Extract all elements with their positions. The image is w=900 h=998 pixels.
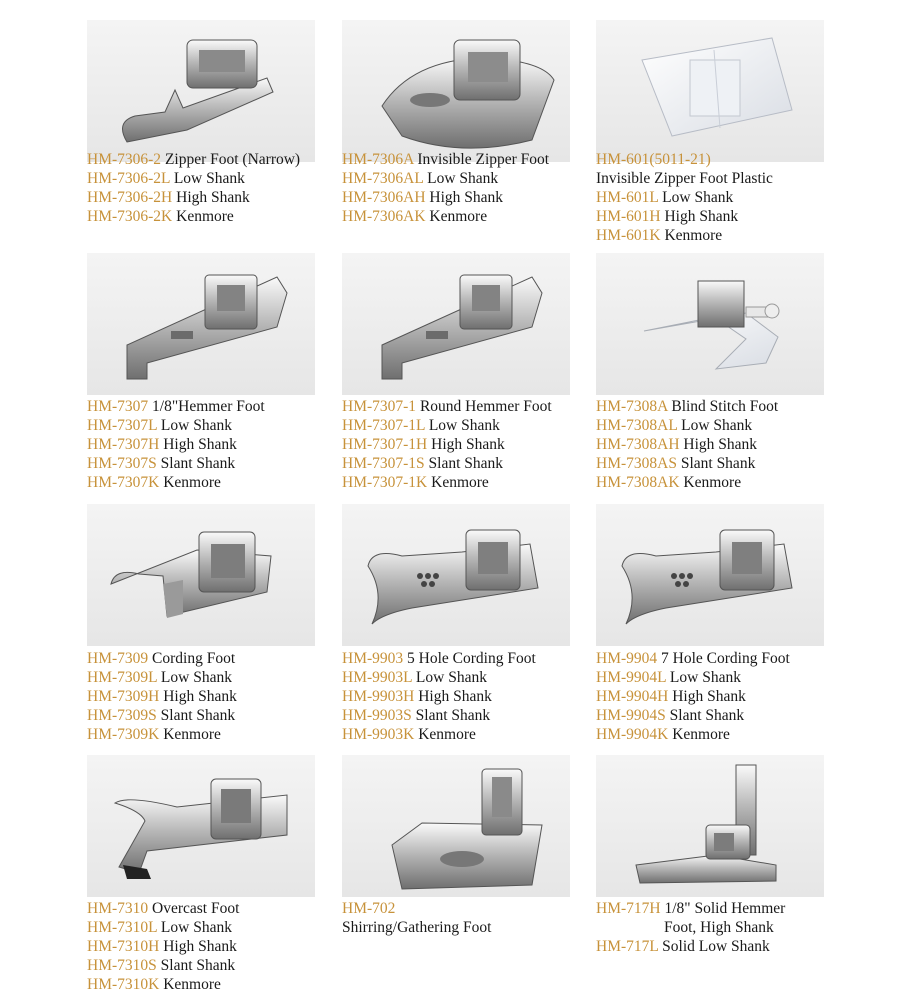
- product-photo-seven-hole-cording-foot: [596, 504, 824, 646]
- model-code: HM-7307H: [87, 436, 160, 453]
- caption-line: [596, 188, 846, 207]
- caption-line: [342, 150, 592, 169]
- product-captions-invisible-zipper-foot-plastic: [596, 150, 846, 245]
- model-description: High Shank: [664, 208, 739, 225]
- model-description: Low Shank: [160, 669, 232, 686]
- model-code: HM-7309H: [87, 688, 160, 705]
- product-captions-seven-hole-cording-foot: [596, 649, 846, 744]
- model-code: HM-601K: [596, 227, 661, 244]
- model-description: Low Shank: [662, 189, 734, 206]
- model-code: HM-7308A: [596, 398, 668, 415]
- model-description: Slant Shank: [160, 957, 236, 974]
- caption-line: [342, 649, 592, 668]
- product-captions-solid-hemmer-foot: [596, 899, 846, 956]
- caption-line: [342, 918, 592, 937]
- product-photo-invisible-zipper-foot: [342, 20, 570, 162]
- caption-line: [87, 649, 337, 668]
- model-description: Slant Shank: [160, 707, 236, 724]
- model-description: High Shank: [163, 688, 237, 705]
- product-photo-round-hemmer-foot: [342, 253, 570, 395]
- model-code: HM-7306A: [342, 151, 414, 168]
- model-description: Blind Stitch Foot: [671, 398, 779, 415]
- model-description: Solid Low Shank: [662, 938, 770, 955]
- model-description: 7 Hole Cording Foot: [661, 650, 790, 667]
- model-code: HM-601L: [596, 189, 659, 206]
- product-photo-shirring-gathering-foot: [342, 755, 570, 897]
- model-code: HM-9904S: [596, 707, 666, 724]
- caption-line: [596, 150, 846, 169]
- model-code: HM-601(5011-21): [596, 151, 711, 168]
- model-code: HM-7306-2H: [87, 189, 173, 206]
- model-code: HM-7307-1S: [342, 455, 425, 472]
- caption-line: [596, 397, 846, 416]
- model-description: Low Shank: [160, 919, 232, 936]
- caption-line: [87, 956, 337, 975]
- caption-line: [87, 207, 337, 226]
- model-description: Low Shank: [427, 170, 499, 187]
- model-code: HM-717L: [596, 938, 659, 955]
- model-code: HM-7309: [87, 650, 149, 667]
- caption-line: [87, 706, 337, 725]
- model-description: Shirring/Gathering Foot: [342, 919, 492, 936]
- product-photo-solid-hemmer-foot: [596, 755, 824, 897]
- model-code: HM-9904K: [596, 726, 669, 743]
- model-description: High Shank: [429, 189, 504, 206]
- caption-line: [87, 454, 337, 473]
- product-photo-overcast-foot: [87, 755, 315, 897]
- caption-line: [596, 918, 846, 937]
- model-description: Slant Shank: [160, 455, 236, 472]
- caption-line: [87, 899, 337, 918]
- caption-line: [87, 473, 337, 492]
- caption-line: [87, 188, 337, 207]
- caption-line: [87, 397, 337, 416]
- caption-line: [596, 668, 846, 687]
- caption-line: [596, 226, 846, 245]
- model-description: High Shank: [176, 189, 250, 206]
- model-description: Slant Shank: [680, 455, 756, 472]
- model-description: Kenmore: [664, 227, 723, 244]
- model-code: HM-7307-1K: [342, 474, 428, 491]
- model-code: HM-717H: [596, 900, 661, 917]
- product-captions-shirring-gathering-foot: [342, 899, 592, 937]
- caption-line: [87, 668, 337, 687]
- caption-line: [342, 473, 592, 492]
- model-code: HM-9904: [596, 650, 658, 667]
- model-code: HM-7306AK: [342, 208, 426, 225]
- caption-line: [342, 899, 592, 918]
- caption-line: [87, 918, 337, 937]
- caption-line: [342, 416, 592, 435]
- model-code: HM-7309K: [87, 726, 160, 743]
- caption-line: [87, 725, 337, 744]
- model-description: Kenmore: [176, 208, 234, 225]
- caption-line: [342, 454, 592, 473]
- product-captions-five-hole-cording-foot: [342, 649, 592, 744]
- model-code: HM-9903: [342, 650, 404, 667]
- model-description: Low Shank: [160, 417, 232, 434]
- caption-line: [87, 687, 337, 706]
- product-photo-five-hole-cording-foot: [342, 504, 570, 646]
- model-description: Slant Shank: [669, 707, 745, 724]
- model-code: HM-7308AK: [596, 474, 680, 491]
- model-code: HM-9903K: [342, 726, 415, 743]
- caption-line: [596, 687, 846, 706]
- model-description: 1/8" Solid Hemmer: [664, 900, 786, 917]
- model-description: 1/8"Hemmer Foot: [152, 398, 265, 415]
- model-code: HM-9904H: [596, 688, 669, 705]
- model-description: Low Shank: [669, 669, 741, 686]
- model-description: High Shank: [163, 938, 237, 955]
- model-description: Kenmore: [163, 976, 221, 993]
- caption-line: [87, 169, 337, 188]
- product-captions-invisible-zipper-foot: [342, 150, 592, 226]
- caption-line: [342, 207, 592, 226]
- model-code: HM-7308AH: [596, 436, 680, 453]
- caption-line: [342, 687, 592, 706]
- caption-line: [596, 725, 846, 744]
- model-code: HM-7306-2: [87, 151, 162, 168]
- model-description: High Shank: [672, 688, 746, 705]
- model-code: HM-9903H: [342, 688, 415, 705]
- model-description: Low Shank: [415, 669, 487, 686]
- product-photo-invisible-zipper-foot-plastic: [596, 20, 824, 162]
- model-description: Invisible Zipper Foot Plastic: [596, 170, 773, 187]
- caption-line: [596, 454, 846, 473]
- model-description: Kenmore: [163, 726, 221, 743]
- model-description: High Shank: [431, 436, 505, 453]
- model-code: HM-7308AL: [596, 417, 678, 434]
- product-photo-cording-foot: [87, 504, 315, 646]
- model-description: Kenmore: [683, 474, 742, 491]
- model-code: HM-7306-2L: [87, 170, 170, 187]
- caption-line: [596, 473, 846, 492]
- model-code: HM-7310L: [87, 919, 158, 936]
- model-description: Low Shank: [173, 170, 245, 187]
- caption-line: [342, 188, 592, 207]
- product-photo-hemmer-foot-1-8: [87, 253, 315, 395]
- caption-line: [596, 899, 846, 918]
- model-code: HM-601H: [596, 208, 661, 225]
- model-description: High Shank: [683, 436, 758, 453]
- model-description: Kenmore: [431, 474, 489, 491]
- model-code: HM-7310S: [87, 957, 157, 974]
- caption-line: [596, 169, 846, 188]
- model-code: HM-7306AL: [342, 170, 424, 187]
- model-code: HM-9903S: [342, 707, 412, 724]
- model-code: HM-7310K: [87, 976, 160, 993]
- model-code: HM-7306-2K: [87, 208, 173, 225]
- product-captions-zipper-foot-narrow: [87, 150, 337, 226]
- model-description: Slant Shank: [428, 455, 504, 472]
- model-description: Kenmore: [163, 474, 221, 491]
- model-description: Kenmore: [418, 726, 476, 743]
- model-description: Round Hemmer Foot: [419, 398, 552, 415]
- caption-line: [87, 435, 337, 454]
- caption-line: [342, 169, 592, 188]
- caption-line: [596, 416, 846, 435]
- model-code: HM-7307: [87, 398, 149, 415]
- product-captions-round-hemmer-foot: [342, 397, 592, 492]
- caption-line: [87, 416, 337, 435]
- model-description: 5 Hole Cording Foot: [407, 650, 536, 667]
- model-code: HM-9903L: [342, 669, 413, 686]
- caption-line: [596, 435, 846, 454]
- model-code: HM-7307-1L: [342, 417, 425, 434]
- model-description: Invisible Zipper Foot: [417, 151, 550, 168]
- model-code: HM-7310: [87, 900, 149, 917]
- model-code: HM-7309L: [87, 669, 158, 686]
- caption-line: [342, 725, 592, 744]
- model-code: HM-7310H: [87, 938, 160, 955]
- product-captions-cording-foot: [87, 649, 337, 744]
- caption-line: [596, 706, 846, 725]
- model-code: HM-7307L: [87, 417, 158, 434]
- model-code: HM-7309S: [87, 707, 157, 724]
- model-description: High Shank: [163, 436, 237, 453]
- caption-line: [87, 975, 337, 994]
- model-description: Slant Shank: [415, 707, 491, 724]
- model-description: Zipper Foot (Narrow): [164, 151, 301, 168]
- product-captions-hemmer-foot-1-8: [87, 397, 337, 492]
- model-code: HM-7307S: [87, 455, 157, 472]
- caption-line: [342, 435, 592, 454]
- caption-line: [87, 150, 337, 169]
- product-photo-blind-stitch-foot: [596, 253, 824, 395]
- product-captions-overcast-foot: [87, 899, 337, 994]
- product-photo-zipper-foot-narrow: [87, 20, 315, 162]
- model-description: Overcast Foot: [152, 900, 240, 917]
- model-description: Foot, High Shank: [664, 919, 774, 936]
- model-code: HM-7308AS: [596, 455, 677, 472]
- product-captions-blind-stitch-foot: [596, 397, 846, 492]
- caption-line: [596, 207, 846, 226]
- model-description: Low Shank: [428, 417, 500, 434]
- model-description: Kenmore: [429, 208, 488, 225]
- model-description: High Shank: [418, 688, 492, 705]
- caption-line: [342, 706, 592, 725]
- model-code: HM-702: [342, 900, 396, 917]
- model-code: HM-7307-1: [342, 398, 417, 415]
- model-code: HM-7307K: [87, 474, 160, 491]
- caption-line: [596, 649, 846, 668]
- model-description: Kenmore: [672, 726, 730, 743]
- model-description: Low Shank: [681, 417, 753, 434]
- caption-line: [87, 937, 337, 956]
- model-description: Cording Foot: [152, 650, 236, 667]
- model-code: HM-9904L: [596, 669, 667, 686]
- caption-line: [342, 397, 592, 416]
- caption-line: [596, 937, 846, 956]
- caption-line: [342, 668, 592, 687]
- model-code: HM-7306AH: [342, 189, 426, 206]
- model-code: HM-7307-1H: [342, 436, 428, 453]
